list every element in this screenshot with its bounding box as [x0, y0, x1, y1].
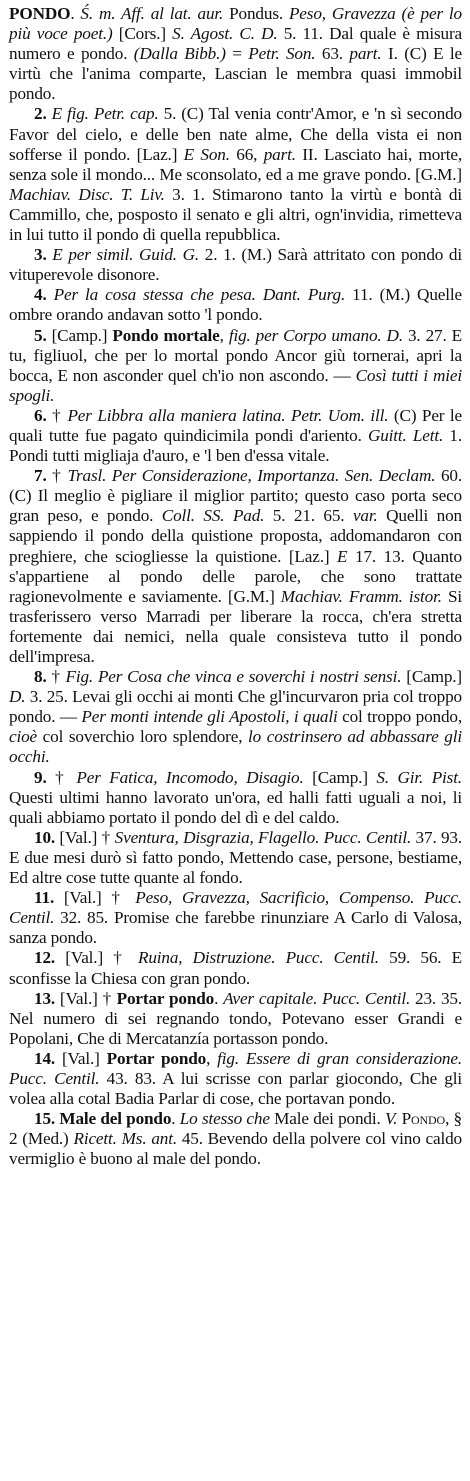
text-run: † [46, 767, 77, 787]
text-run: † [46, 405, 68, 425]
text-run: [Val.] † [55, 827, 115, 847]
text-run: , [219, 325, 229, 345]
italic-run: S. Agost. C. D. [172, 24, 278, 44]
italic-run: fig. per Corpo umano. D. [228, 325, 403, 345]
text-run: = [225, 44, 249, 64]
italic-run: part. [349, 44, 382, 64]
entry-sense-15 [9, 1109, 462, 1169]
italic-run: D. [9, 687, 26, 707]
italic-run: Per Fatica, Incomodo, Disagio. [76, 767, 304, 787]
bold-run: 15. [34, 1109, 56, 1129]
italic-run: Peso, Gravezza (è per lo più voce poet.) [9, 4, 463, 44]
italic-run: Aver capitale. Pucc. Centil. [223, 988, 411, 1008]
entry-sense-9 [9, 768, 462, 828]
text-run: 45. Bevendo della polvere col vino caldo vermiglio è buono al male del pondo. [9, 1129, 462, 1169]
bold-run: 9. [34, 767, 47, 787]
text-run: , § 2 (Med.) [9, 1109, 462, 1149]
entry-sense-4 [9, 285, 462, 325]
bold-run: Portar pondo [106, 1048, 207, 1068]
italic-run: Peso, Gravezza, Sacrificio, Compenso. Pucc. Centil. [9, 888, 462, 928]
italic-run: Ruina, Distruzione. Pucc. Centil. [137, 948, 379, 968]
bold-run: 6. [34, 405, 47, 425]
bold-run: 12. [34, 948, 56, 968]
text-run: 60. (C) Il meglio è pigliare il miglior partito; questo caso porta seco gran peso, e pondo. [9, 466, 462, 526]
italic-run: E Son. [183, 144, 230, 164]
text-run: , [206, 1048, 218, 1068]
italic-run: Per Libbra alla maniera latina. Petr. Uom. ill. [67, 405, 389, 425]
text-run: II. Lasciato hai, morte, senza sole il mondo... Me sconsolato, ed a me grave pondo. [G.M.] [9, 144, 462, 184]
text-run: [Val.] † [55, 948, 138, 968]
italic-run: Coll. SS. Pad. [161, 506, 265, 526]
italic-run: E fig. Petr. cap. [51, 104, 159, 124]
entry-sense-14 [9, 1049, 462, 1109]
italic-run: Petr. Son. [248, 44, 316, 64]
italic-run: Così tutti i miei spogli. [9, 365, 462, 405]
italic-run: lo costrinsero ad abbassare gli occhi. [9, 727, 462, 767]
entry-sense-11 [9, 888, 462, 948]
italic-run: Per la cosa stessa che pesa. Dant. Purg. [53, 285, 346, 305]
bold-run: 8. [34, 667, 47, 687]
bold-run: Male del pondo [59, 1109, 172, 1129]
italic-run: E [337, 546, 348, 566]
entry-sense-12 [9, 948, 462, 988]
text-run: [Val.] † [54, 888, 136, 908]
dictionary-entry-pondo [9, 4, 462, 1169]
italic-run: E per simil. Guid. G. [52, 245, 200, 265]
text-run: (C) Per le quali tutte fue pagato quindicimila pondi d'ariento. [9, 405, 462, 445]
text-run: col soverchio loro splendore, [37, 727, 248, 747]
italic-run: Ricett. Ms. ant. [73, 1129, 177, 1149]
entry-sense-8 [9, 667, 462, 767]
text-run: 5. 11. Dal quale è misura numero e pondo. [9, 24, 463, 64]
bold-run: PONDO [9, 4, 71, 23]
italic-run: S. Gir. Pist. [376, 767, 462, 787]
text-run: 2. 1. (M.) Sarà attritato con pondo di vituperevole disonore. [9, 245, 462, 285]
bold-run: 10. [34, 827, 56, 847]
text-run: Quelli non sappiendo il pondo della quistione proposta, addomandaron con preghiere, che sciogliesse la quistione. [Laz.] [9, 506, 463, 566]
text-run: 66, [229, 144, 264, 164]
text-run: I. (C) E le virtù che l'anima comparte, Lascian le membra quasi immobil pondo. [9, 44, 463, 104]
text-run: Male dei pondi. [269, 1109, 385, 1129]
text-run: 5. (C) Tal venia contr'Amor, e 'n sì secondo Favor del cielo, e delle ben nate alme, Che della vista ei non sofferse il pondo. [Laz.] [9, 104, 462, 164]
text-run: [Val.] [55, 1048, 107, 1068]
bold-run: 5. [34, 325, 47, 345]
small-caps-run: Pondo [401, 1109, 446, 1129]
entry-sense-10 [9, 828, 462, 888]
text-run: 23. 35. Nel numero di sei regnando tondo, Potevano esser Grandi e Popolani, Che di Mercatanzía portasson pondo. [9, 988, 462, 1048]
text-run [47, 285, 54, 304]
text-run: 63. [315, 44, 350, 64]
text-run: col troppo pondo, [337, 707, 462, 727]
italic-run: Trasl. Per Considerazione, Importanza. Sen. Declam. [67, 466, 436, 486]
italic-run: Guitt. Lett. [367, 425, 444, 445]
text-run: 5. 21. 65. [264, 506, 353, 526]
text-run: 3. 27. E tu, figliuol, che per lo mortal pondo Ancor giù tornerai, apri la bocca, E non asconder quel ch'io non ascondo. — [9, 325, 462, 385]
bold-run: 14. [34, 1048, 56, 1068]
entry-sense-5 [9, 326, 462, 406]
italic-run: cioè [9, 727, 38, 747]
text-run: . [171, 1109, 180, 1129]
bold-run: 13. [34, 988, 56, 1008]
text-run: 3. 25. Levai gli occhi ai monti Che gl'incurvaron pria col troppo pondo. — [9, 687, 462, 727]
entry-sense-7 [9, 466, 462, 667]
bold-run: 2. [34, 104, 47, 124]
text-run: † [46, 667, 66, 687]
italic-run: (Dalla Bibb.) [133, 44, 226, 64]
italic-run: part. [263, 144, 296, 164]
text-run: [Camp.] [401, 667, 462, 687]
bold-run: Portar pondo [116, 988, 215, 1008]
text-run: [Cors.] [112, 24, 173, 44]
text-run: Questi ultimi hanno lavorato un'ora, ed halli fatti uguali a noi, li quali abbiamo portato il pondo del dì e del caldo. [9, 787, 462, 827]
italic-run: Ś. m. Aff. al lat. aur. [80, 4, 224, 23]
text-run: 17. 13. Quanto s'appartiene al pondo delle parole, che sono trattate ragionevolmente e saviamente. [G.M.] [9, 546, 462, 606]
text-run: Pondus. [223, 4, 289, 23]
entry-sense-3 [9, 245, 462, 285]
text-run: . [214, 988, 224, 1008]
bold-run: 7. [34, 466, 47, 486]
italic-run: Machiav. Framm. istor. [280, 586, 442, 606]
entry-sense-2 [9, 104, 462, 245]
text-run: 3. 1. Stimarono tanto la virtù e bontà di Cammillo, che, posposto il senato e gli altri, ogn'invidia, rimetteva in lui tutto il pondo di quella repubblica. [9, 184, 463, 245]
italic-run: Sventura, Disgrazia, Flagello. Pucc. Centil. [114, 827, 412, 847]
entry-definition [9, 4, 462, 104]
entry-sense-13 [9, 989, 462, 1049]
italic-run: V. [384, 1109, 398, 1129]
text-run: 37. 93. E due mesi durò sì fatto pondo, Mettendo case, persone, bestiame, Ed altre cose tutte quante al fondo. [9, 827, 463, 888]
entry-sense-6 [9, 406, 462, 466]
italic-run: Lo stesso che [179, 1109, 270, 1129]
text-run: [Val.] † [55, 988, 117, 1008]
text-run: 59. 56. E sconfisse la Chiesa con gran pondo. [9, 948, 463, 988]
text-run: 1. Pondi tutti migliaja d'auro, e 'l ben d'essa vitale. [9, 425, 462, 466]
text-run: 11. (M.) Quelle ombre orando andavan sotto 'l pondo. [9, 285, 462, 325]
italic-run: Fig. Per Cosa che vinca e soverchi i nostri sensi. [65, 667, 402, 687]
bold-run: Pondo mortale [112, 325, 220, 345]
text-run: 43. 83. A lui scrisse con parlar giocondo, Che gli volea alla cotal Badia Parlar di cose, che portavan pondo. [9, 1068, 462, 1109]
text-run: 32. 85. Promise che farebbe rinunziare A Carlo di Valosa, sanza pondo. [9, 908, 462, 948]
text-run: [Camp.] [46, 325, 113, 345]
text-run: . [70, 4, 81, 23]
italic-run: var. [352, 506, 378, 526]
italic-run: fig. Essere di gran considerazione. Pucc. Centil. [9, 1048, 462, 1088]
bold-run: 4. [34, 285, 47, 305]
bold-run: 11. [34, 888, 55, 908]
bold-run: 3. [34, 245, 47, 265]
text-run: † [46, 466, 68, 486]
text-run: [Camp.] [303, 767, 377, 787]
italic-run: Machiav. Disc. T. Liv. [9, 184, 165, 204]
italic-run: Per monti intende gli Apostoli, i quali [81, 707, 338, 727]
text-run: Si trasferissero verso Marradi per liberare la rocca, ch'era stretta fortemente dai nemici, nella quale consisteva tutto il pondo dell'impresa. [9, 586, 463, 666]
